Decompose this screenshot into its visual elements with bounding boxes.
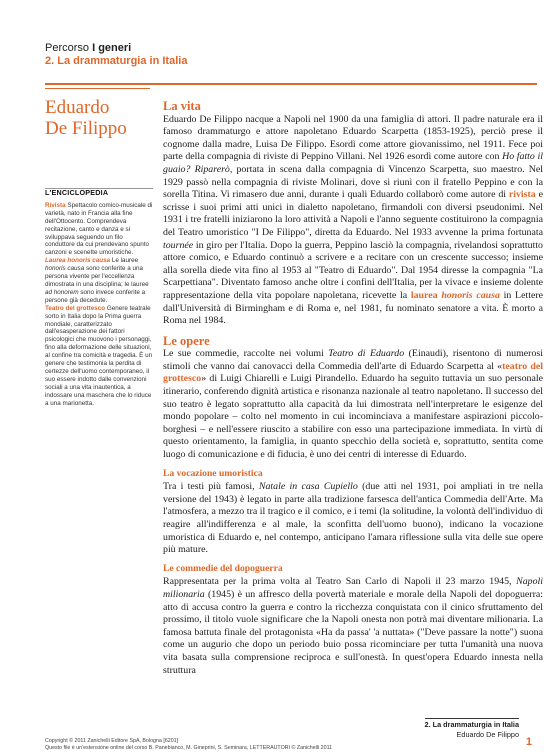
entry-laurea: Laurea honoris causa Le lauree honoris causa sono conferite a una persona vivente per l'eccellenza dimostrata in una disciplina; le lauree ad honorem sono invece conferite a persone già decedute. xyxy=(45,257,149,304)
paragraph-dopoguerra: Rappresentata per la prima volta al Teatro San Carlo di Napoli il 23 marzo 1945, Napoli milionaria (1945) è un affresco della povertà materiale e morale della Napoli del dopoguerra: atto di accusa contro la guerra e contro la ricchezza conquistata con il cinico sfruttamento del prossimo, il titolo vuole significare che la Napoli onesta non potrà mai diventare milionaria. La famosa battuta finale del protagonista «Ha da passa' 'a nuttata» ("Deve passare la notte") suona come un augurio che dopo un periodo buio possa ricominciare per tutta l'umanità una nuova vita basata sulla comprensione reciproca e sull'onestà. In quest'opera Eduardo innesta nella struttura xyxy=(163,576,543,676)
copyright-notice: Copyright © 2011 Zanichelli Editore SpA, Bologna [6201] Questo file è un'estensione online del corso B. Panebianco, M. Gineprini, S. Seminara, LETTERAUTORI © Zanichelli 2011 xyxy=(45,738,333,751)
chapter-title: 2. La drammaturgia in Italia xyxy=(45,55,188,67)
heading-dopoguerra: Le commedie del dopoguerra xyxy=(163,562,283,574)
paragraph-vita: Eduardo De Filippo nacque a Napoli nel 1900 da una famiglia di attori. Il padre naturale era il famoso drammaturgo e attore napoletano Eduardo Scarpetta (1853-1925), perciò prese il cognome dalla madre, Luisa De Filippo. Esordì come attore giovanissimo, nel 1911. Fece poi parte della compagnia di riviste di Peppino Villani. Nel 1926 esordì come autore con Ho fatto il guaio? Riparerò, portata in scena dalla compagnia di Vincenzo Scarpetta, suo maestro. Nel 1929 passò nella compagnia di riviste Molinari, dove si riunì con il fratello Peppino e con la sorella Titina. Vi rimasero due anni, durante i quali Eduardo collaborò come autore di rivista e scrisse i suoi primi atti unici in dialetto napoletano, firmandoli con diversi pseudonimi. Nel 1931 i tre fratelli iniziarono la loro attività a Napoli e l'anno seguente costituirono la compagnia del Teatro umoristico "I De Filippo", diretta da Eduardo. Nel 1933 avvenne la prima fortunata tournée in giro per l'Italia. Dopo la guerra, Peppino lasciò la compagnia, rivelandosi soprattutto attore comico, e Eduardo continuò a scrivere e a recitare con un crescente successo; insieme alla sorella diede vita fino al 1953 al "Teatro di Eduardo". Dal 1954 diresse la compagnia "La Scarpettiana". Diventato famoso anche oltre i confini dell'Italia, per la vivace e insieme dolente rappresentazione della vita popolare napoletana, ricevette la laurea honoris causa in Lettere dall'Università di Birmingham e di Roma e, nel 1981, fu nominato senatore a vita. È morto a Roma nel 1984. xyxy=(163,113,544,327)
enciclopedia-box xyxy=(45,189,153,407)
footer-chapter: 2. La drammaturgia in Italia xyxy=(424,720,519,729)
section-name: I generi xyxy=(92,42,132,54)
section-label: Percorso I generi xyxy=(45,42,132,54)
author-name: Eduardo De Filippo xyxy=(45,97,127,139)
footer-author: Eduardo De Filippo xyxy=(456,730,519,739)
page-header xyxy=(45,42,187,67)
header-rule xyxy=(45,83,537,85)
heading-opere: Le opere xyxy=(163,333,210,348)
sidebar-rule xyxy=(45,88,150,89)
entry-rivista: Rivista Spettacolo comico-musicale di varietà, nato in Francia alla fine dell'Ottocento. Comprendeva recitazione, canto e danza e si sviluppava seguendo un filo conduttore da cui prendevano spunto canzoni e scenette umoristiche. xyxy=(45,201,153,257)
footer-rule xyxy=(425,718,519,719)
entry-teatro-grottesco: Teatro del grottesco Genere teatrale sorto in Italia dopo la Prima guerra mondiale, caratterizzato dall'esasperazione dei fattori psicologici che muovono i personaggi, fino alla deformazione delle situazioni, al confine tra comicità e tragedia. È un genere che testimonia la perdita di certezze dell'uomo contemporaneo, il suo essere indotto dalle convenzioni sociali a una vita inautentica, a indossare una maschera che lo riduce a una marionetta. xyxy=(45,304,153,407)
page-number: 1 xyxy=(525,736,532,748)
paragraph-opere: Le sue commedie, raccolte nei volumi Teatro di Eduardo (Einaudi), risentono di numerosi stimoli che vanno dai canovacci della Commedia dell'arte di Eduardo Scarpetta al «teatro del grottesco» di Luigi Chiarelli e Luigi Pirandello. Eduardo ha seguito tuttavia un suo personale itinerario, conferendo dignità artistica e risonanza nazionale al teatro napoletano. Il successo del suo teatro è legato soprattutto alla capacità da lui dimostrata nell'interpretare le esigenze del mondo popolare – colto nel momento in cui incominciava a manifestare aspirazioni piccolo-borghesi – e nell'essere riuscito a stabilire con esso una partecipazione immediata. In virtù di questo orientamento, la famiglia, in quanto specchio della società e, soprattutto, sentita come luogo di comunicazione e di fiducia, è uno dei centri di interesse di Eduardo. xyxy=(163,348,543,461)
enciclopedia-title: L'ENCICLOPEDIA xyxy=(45,188,109,197)
heading-vocazione: La vocazione umoristica xyxy=(163,467,263,479)
heading-vita: La vita xyxy=(163,99,201,113)
main-text xyxy=(163,100,543,677)
paragraph-vocazione: Tra i testi più famosi, Natale in casa Cupiello (due atti nel 1931, poi ampliati in tre nella versione del 1943) è legato in parte alla tradizione farsesca dell'antica Commedia dell'Arte. Ma l'atmosfera, a mezzo tra il tragico e il comico, e i temi (la solitudine, la volontà dell'individuo di reagire all'indifferenza e al male, la sconfitta dell'uomo buono), indicano la vocazione umoristica di Eduardo e, nel contempo, anticipano l'amara riflessione sulla vita delle sue opere più mature. xyxy=(163,481,543,556)
